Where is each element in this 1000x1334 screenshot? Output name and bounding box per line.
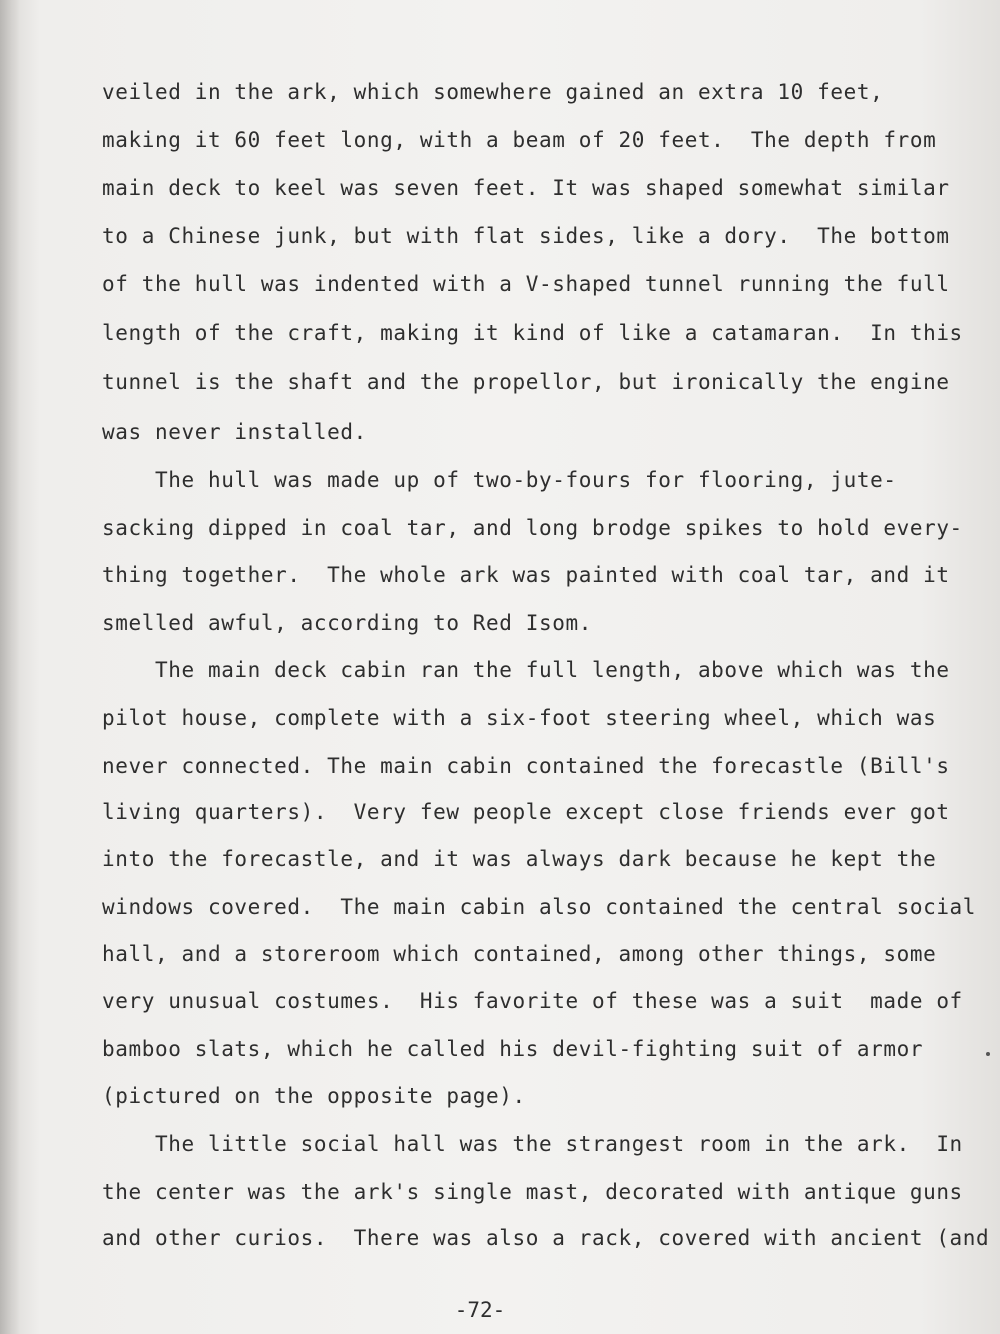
ink-speck [986, 1052, 990, 1056]
text-line: and other curios. There was also a rack, covered with ancient (and [102, 1226, 990, 1250]
text-line: (pictured on the opposite page). [102, 1084, 526, 1108]
text-line: making it 60 feet long, with a beam of 20 feet. The depth from [102, 128, 937, 152]
text-line: thing together. The whole ark was painted with coal tar, and it [102, 563, 950, 587]
text-line: pilot house, complete with a six-foot steering wheel, which was [102, 706, 937, 730]
text-line: to a Chinese junk, but with flat sides, like a dory. The bottom [102, 224, 950, 248]
text-line: length of the craft, making it kind of like a catamaran. In this [102, 321, 963, 345]
page-number-text: -72- [454, 1298, 506, 1322]
text-line: smelled awful, according to Red Isom. [102, 611, 592, 635]
text-line: into the forecastle, and it was always dark because he kept the [102, 847, 937, 871]
text-line: living quarters). Very few people except close friends ever got [102, 800, 950, 824]
text-line: was never installed. [102, 420, 367, 444]
text-line: tunnel is the shaft and the propellor, but ironically the engine [102, 370, 950, 394]
text-line: The hull was made up of two-by-fours for flooring, jute- [102, 468, 897, 492]
text-line: The main deck cabin ran the full length, above which was the [102, 658, 950, 682]
text-line: windows covered. The main cabin also contained the central social [102, 895, 977, 919]
text-line: sacking dipped in coal tar, and long brodge spikes to hold every- [102, 516, 963, 540]
text-line: the center was the ark's single mast, decorated with antique guns [102, 1180, 963, 1204]
text-line: very unusual costumes. His favorite of these was a suit made of [102, 989, 963, 1013]
page-number [0, 1298, 1000, 1322]
text-line: never connected. The main cabin contained the forecastle (Bill's [102, 754, 950, 778]
text-line: of the hull was indented with a V-shaped tunnel running the full [102, 272, 950, 296]
text-line: hall, and a storeroom which contained, among other things, some [102, 942, 937, 966]
text-line: bamboo slats, which he called his devil-fighting suit of armor [102, 1037, 924, 1061]
page-binding-shadow [0, 0, 20, 1334]
text-line: main deck to keel was seven feet. It was shaped somewhat similar [102, 176, 950, 200]
text-line: veiled in the ark, which somewhere gained an extra 10 feet, [102, 80, 884, 104]
text-line: The little social hall was the strangest room in the ark. In [102, 1132, 963, 1156]
